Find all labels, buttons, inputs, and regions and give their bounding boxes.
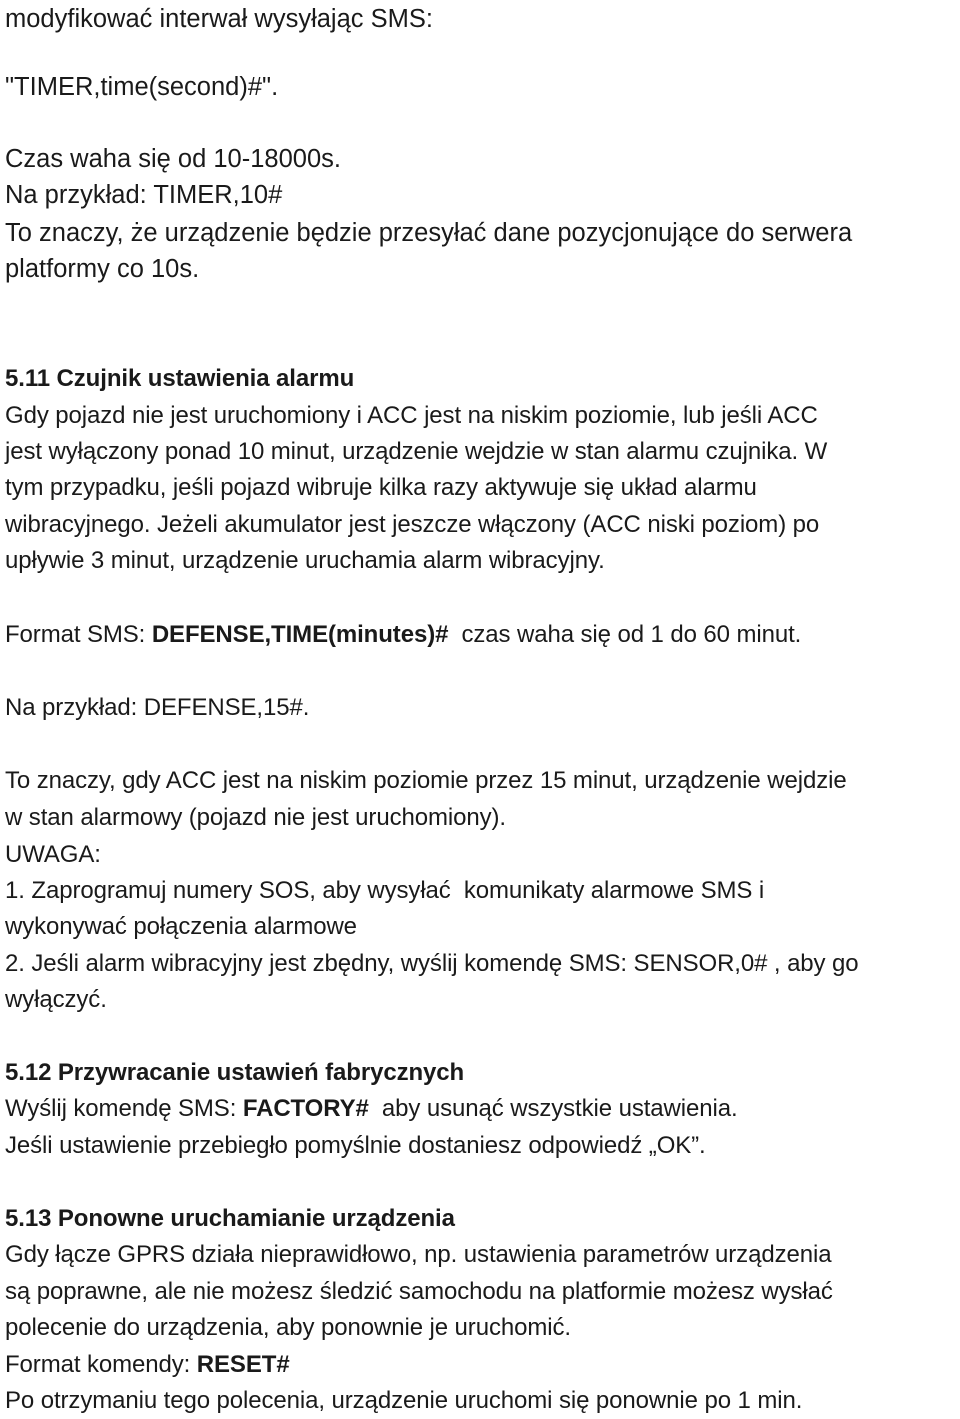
sms-command: DEFENSE,TIME(minutes)# — [151, 621, 449, 648]
format-line — [5, 1350, 290, 1380]
text-line: Jeśli ustawienie przebiegło pomyślnie dostaniesz odpowiedź „OK”. — [5, 1132, 706, 1159]
section-heading: 5.11 Czujnik ustawienia alarmu — [5, 365, 355, 392]
section-heading: 5.12 Przywracanie ustawień fabrycznych — [5, 1059, 465, 1086]
note-label: UWAGA: — [5, 841, 101, 868]
format-prefix: Format komendy: — [5, 1351, 197, 1378]
format-prefix: Format SMS: — [5, 621, 152, 648]
text-line: "TIMER,time(second)#". — [5, 73, 279, 101]
text-line: To znaczy, że urządzenie będzie przesyłać dane pozycjonujące do serwera — [5, 219, 853, 247]
text-line: polecenie do urządzenia, aby ponownie je uruchomić. — [5, 1314, 571, 1341]
text-line: upływie 3 minut, urządzenie uruchamia alarm wibracyjny. — [5, 547, 605, 574]
text-line: Czas waha się od 10-18000s. — [5, 145, 341, 173]
text-line: Na przykład: DEFENSE,15#. — [5, 694, 310, 721]
format-prefix: Wyślij komendę SMS: — [5, 1095, 243, 1122]
text-line: wyłączyć. — [5, 986, 107, 1013]
text-line: Na przykład: TIMER,10# — [5, 181, 283, 209]
format-suffix: aby usunąć wszystkie ustawienia. — [368, 1095, 738, 1122]
text-line: w stan alarmowy (pojazd nie jest uruchomiony). — [5, 804, 506, 831]
text-line: modyfikować interwał wysyłając SMS: — [5, 5, 433, 33]
section-heading: 5.13 Ponowne uruchamianie urządzenia — [5, 1205, 455, 1232]
sms-command: RESET# — [196, 1351, 290, 1378]
text-line: są poprawne, ale nie możesz śledzić samochodu na platformie możesz wysłać — [5, 1278, 833, 1305]
text-line: To znaczy, gdy ACC jest na niskim poziomie przez 15 minut, urządzenie wejdzie — [5, 767, 847, 794]
text-line: jest wyłączony ponad 10 minut, urządzenie wejdzie w stan alarmu czujnika. W — [5, 438, 828, 465]
text-line: Po otrzymaniu tego polecenia, urządzenie uruchomi się ponownie po 1 min. — [5, 1387, 803, 1414]
text-line: tym przypadku, jeśli pojazd wibruje kilka razy aktywuje się układ alarmu — [5, 474, 757, 501]
text-line: 2. Jeśli alarm wibracyjny jest zbędny, wyślij komendę SMS: SENSOR,0# , aby go — [5, 950, 859, 977]
text-line: wibracyjnego. Jeżeli akumulator jest jeszcze włączony (ACC niski poziom) po — [5, 511, 820, 538]
text-line: platformy co 10s. — [5, 255, 200, 283]
text-line: Gdy łącze GPRS działa nieprawidłowo, np. ustawienia parametrów urządzenia — [5, 1241, 832, 1268]
text-line: Gdy pojazd nie jest uruchomiony i ACC jest na niskim poziomie, lub jeśli ACC — [5, 402, 818, 429]
text-line: wykonywać połączenia alarmowe — [5, 913, 357, 940]
text-line: 1. Zaprogramuj numery SOS, aby wysyłać komunikaty alarmowe SMS i — [5, 877, 765, 904]
format-line — [5, 1094, 738, 1124]
format-suffix: czas waha się od 1 do 60 minut. — [448, 621, 802, 648]
sms-command: FACTORY# — [242, 1095, 369, 1122]
format-line — [5, 620, 801, 650]
